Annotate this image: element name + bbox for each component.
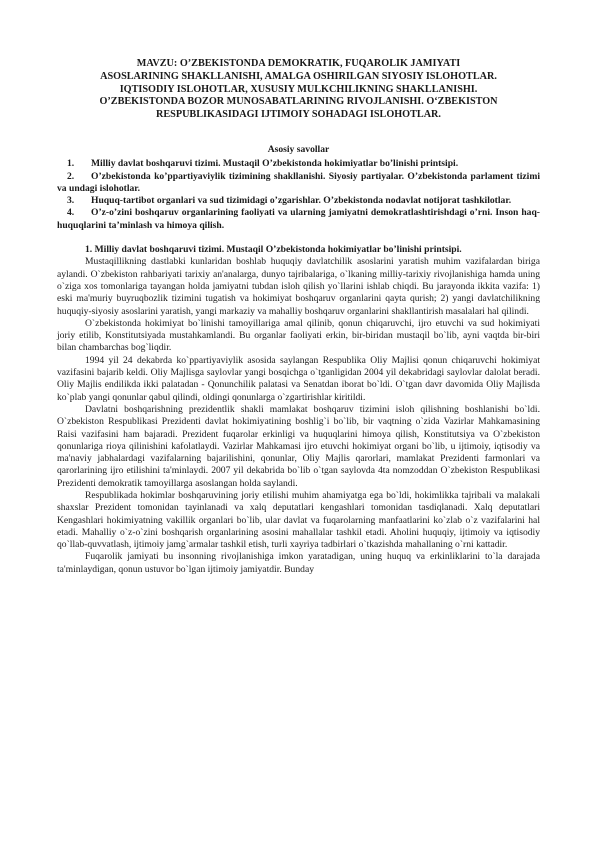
question-text: Huquq-tartibot organlari va sud tizimidagi o’zgarishlar. O’zbekistonda nodavlat notijorat tashkilotlar. — [91, 195, 512, 207]
title-line: MAVZU: O’ZBEKISTONDA DEMOKRATIK, FUQAROLIK JAMIYATI — [136, 58, 461, 69]
title-line: O’ZBEKISTONDA BOZOR MUNOSABATLARINING RIVOJLANISHI. O‘ZBEKISTON — [99, 96, 498, 108]
question-number: 2. — [67, 170, 75, 182]
question-item — [57, 195, 540, 207]
question-item — [57, 171, 540, 196]
section-title: 1. Milliy davlat boshqaruvi tizimi. Mustaqil O’zbekistonda hokimiyatlar bo’linishi printsipi. — [85, 244, 462, 256]
body-paragraph: 1994 yil 24 dekabrda ko`ppartiyaviylik asosida saylangan Respublika Oliy Majlisi qonun chiqaruvchi hokimiyat vazifasini bajarib keldi. Oliy Majlisga saylovlar yangi bosqichga o`tganligidan 2004 yil dekabridagi saylovlar dalolat beradi. Oliy Majlis endilikda ikki palatadan - Qonunchilik palatasi va Senatdan iborat bo`ldi. O`tgan davr davomida Oliy Majlisda ko`plab yangi qonunlar qabul qilindi, oldingi qonunlarga o`zgartirishlar kiritildi. — [57, 354, 540, 403]
question-number: 1. — [67, 158, 75, 170]
question-text: O’zbekistonda ko’ppartiyaviylik tizimining shakllanishi. Siyosiy partiyalar. O’zbekistonda parlament tizimi va undagi islohotlar. — [57, 170, 540, 194]
question-text: Milliy davlat boshqaruvi tizimi. Mustaqil O’zbekistonda hokimiyatlar bo’linishi printsipi. — [91, 158, 459, 170]
title-line: RESPUBLIKASIDAGI IJTIMOIY SOHADAGI ISLOHOTLAR. — [156, 109, 441, 121]
document-title — [57, 58, 540, 122]
question-text: O’z-o’zini boshqaruv organlarining faoliyati va ularning jamiyatni demokratlashtirishdagi o’rni. Inson haq-huquqlarini ta’minlash va himoya qilish. — [57, 207, 540, 231]
body-paragraph: Fuqarolik jamiyati bu insonning rivojlanishiga imkon yaratadigan, uning huquq va erkinliklarini to`la darajada ta'minlaydigan, qonun ustuvor bo`lgan ijtimoiy jamiyatdir. Bunday — [57, 551, 540, 575]
question-item — [57, 158, 540, 170]
question-number: 3. — [67, 195, 75, 207]
question-number: 4. — [67, 207, 75, 219]
body-paragraph: Davlatni boshqarishning prezidentlik shakli mamlakat boshqaruv tizimini isloh qilishning boshlanishi bo`ldi. O`zbekiston Respublikasi Prezidenti davlat hokimiyatining boshlig`i bo`lib, bir vaqtning o`zida Vazirlar Mahkamasining Raisi vazifasini ham bajaradi. Prezident fuqarolar erkinligi va huquqlarini himoya qilish, Konstitutsiya va O`zbekiston qonunlariga rioya qilinishini kafolatlaydi. Vazirlar Mahkamasi ijro etuvchi hokimiyat organi bo`lib, u ijtimoiy, iqtisodiy va ma'naviy jabhalardagi vazifalarning bajarilishini, qonunlar, Oliy Majlis qarorlari, mamlakat Prezidenti farmonlari va qarorlarining ijro etilishini ta'minlaydi. 2007 yil dekabrida bo`lib o`tgan saylovda 4ta nomzoddan O`zbekiston Respublikasi Prezidenti demokratik tamoyillarga asoslangan holda saylandi. — [57, 403, 540, 489]
body-paragraph: Mustaqillikning dastlabki kunlaridan boshlab huquqiy davlatchilik asoslarini yaratish muhim vazifalardan biriga aylandi. O`zbekiston rahbariyati tarixiy an'analarga, dunyo tajribalariga, o`lkaning milliy-tarixiy rivojlanishiga hamda uning o`ziga xos tomonlariga tayangan holda jamiyatni tubdan isloh qilish yo`llarini ishlab chiqdi. Bu jarayonda ikkita vazifa: 1) eski ma'muriy buyruqbozlik tizimini tugatish va hokimiyat boshqaruv organlarini qayta qurish; 2) yangi davlatchilikning huquqiy-siyosiy asoslarini yaratish, yangi markaziy va mahalliy boshqaruv organlarini shakllantirish masalalari hal qilindi. — [57, 256, 540, 317]
body-paragraph: Respublikada hokimlar boshqaruvining joriy etilishi muhim ahamiyatga ega bo`ldi, hokimlikka tajribali va malakali shaxslar Prezident tomonidan tayinlanadi va xalq deputatlari kengashlari tomonidan tasdiqlanadi. Xalq deputatlari Kengashlari hokimiyatning vakillik organlari bo`lib, ular davlat va fuqarolarning manfaatlarini ko`zlab o`z vazifalarini hal etadi. Mahalliy o`z-o`zini boshqarish organlarining asosini mahallalar tashkil etadi. Aholini huquqiy, ijtimoiy va iqtisodiy qo`llab-quvvatlash, ijtimoiy jamg`armalar tashkil etish, turli xayriya tadbirlari o`tkazishda mahallaning o`rni kattadir. — [57, 490, 540, 551]
questions-list — [57, 158, 540, 232]
title-line: IQTISODIY ISLOHOTLAR, XUSUSIY MULKCHILIKNING SHAKLLANISHI. — [119, 83, 478, 95]
questions-heading: Asosiy savollar — [267, 143, 330, 155]
title-line: ASOSLARINING SHAKLLANISHI, AMALGA OSHIRILGAN SIYOSIY ISLOHOTLAR. — [100, 70, 497, 82]
body-paragraph: O`zbekistonda hokimiyat bo`linishi tamoyillariga amal qilinib, qonun chiqaruvchi, ijro etuvchi va sud hokimiyati joriy etilib, Konstitutsiyada mustahkamlandi. Bu organlar faoliyati erkin, bir-biridan mustaqil bo`lib, ayni vaqtda bir-biri bilan chambarchas bog`liqdir. — [57, 317, 540, 354]
question-item — [57, 207, 540, 232]
